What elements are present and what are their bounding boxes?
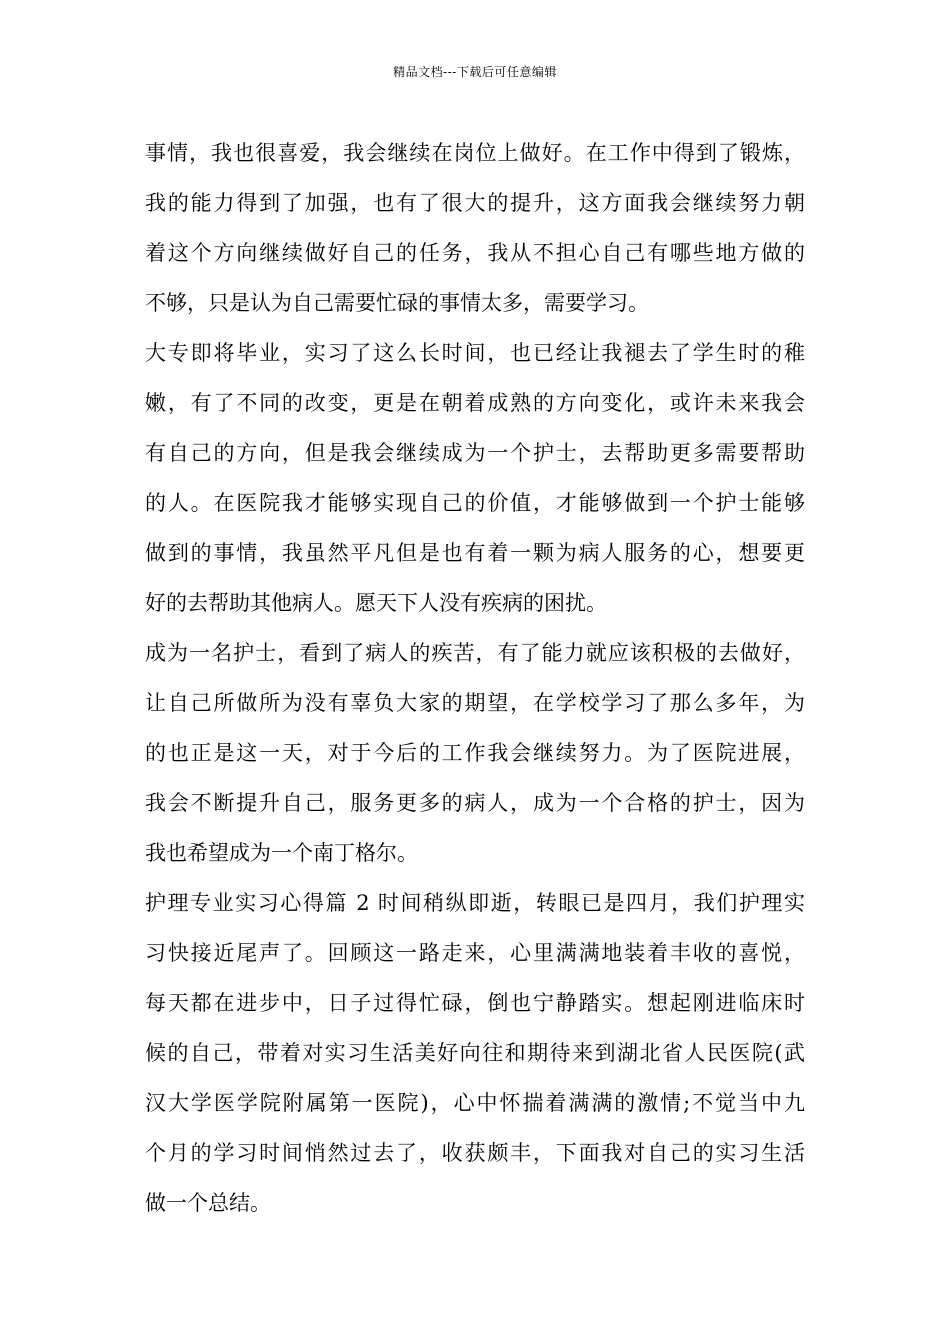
text-line: 着这个方向继续做好自己的任务，我从不担心自己有哪些地方做的: [145, 241, 805, 265]
text-line: 护理专业实习心得篇 2 时间稍纵即逝，转眼已是四月，我们护理实: [145, 891, 805, 915]
text-line: 我也希望成为一个南丁格尔。: [145, 841, 418, 865]
paragraph-4: [145, 878, 805, 1228]
text-line: 汉大学医学院附属第一医院)，心中怀揣着满满的激情;不觉当中九: [145, 1091, 805, 1115]
page-header: 精品文档---下载后可任意编辑: [393, 65, 557, 79]
text-line: 让自己所做所为没有辜负大家的期望，在学校学习了那么多年，为: [145, 691, 805, 715]
text-line: 做一个总结。: [145, 1191, 271, 1215]
text-line: 大专即将毕业，实习了这么长时间，也已经让我褪去了学生时的稚: [145, 341, 805, 365]
text-line: 每天都在进步中，日子过得忙碌，倒也宁静踏实。想起刚进临床时: [145, 991, 805, 1015]
text-line: 候的自己，带着对实习生活美好向往和期待来到湖北省人民医院(武: [145, 1041, 805, 1065]
paragraph-2: [145, 328, 805, 628]
text-line: 成为一名护士，看到了病人的疾苦，有了能力就应该积极的去做好，: [145, 641, 805, 665]
document-body: [145, 128, 805, 1228]
text-line: 做到的事情，我虽然平凡但是也有着一颗为病人服务的心，想要更: [145, 541, 805, 565]
text-line: 习快接近尾声了。回顾这一路走来，心里满满地装着丰收的喜悦，: [145, 941, 805, 965]
paragraph-3: [145, 628, 805, 878]
text-line: 的人。在医院我才能够实现自己的价值，才能够做到一个护士能够: [145, 491, 805, 515]
text-line: 不够，只是认为自己需要忙碌的事情太多，需要学习。: [145, 291, 649, 315]
text-line: 我会不断提升自己，服务更多的病人，成为一个合格的护士，因为: [145, 791, 805, 815]
text-line: 个月的学习时间悄然过去了，收获颇丰，下面我对自己的实习生活: [145, 1141, 805, 1165]
paragraph-1: [145, 128, 805, 328]
text-line: 有自己的方向，但是我会继续成为一个护士，去帮助更多需要帮助: [145, 441, 805, 465]
text-line: 我的能力得到了加强，也有了很大的提升，这方面我会继续努力朝: [145, 191, 805, 215]
text-line: 的也正是这一天，对于今后的工作我会继续努力。为了医院进展，: [145, 741, 805, 765]
text-line: 嫩，有了不同的改变，更是在朝着成熟的方向变化，或许未来我会: [145, 391, 805, 415]
text-line: 好的去帮助其他病人。愿天下人没有疾病的困扰。: [145, 591, 607, 615]
text-line: 事情，我也很喜爱，我会继续在岗位上做好。在工作中得到了锻炼，: [145, 141, 805, 165]
